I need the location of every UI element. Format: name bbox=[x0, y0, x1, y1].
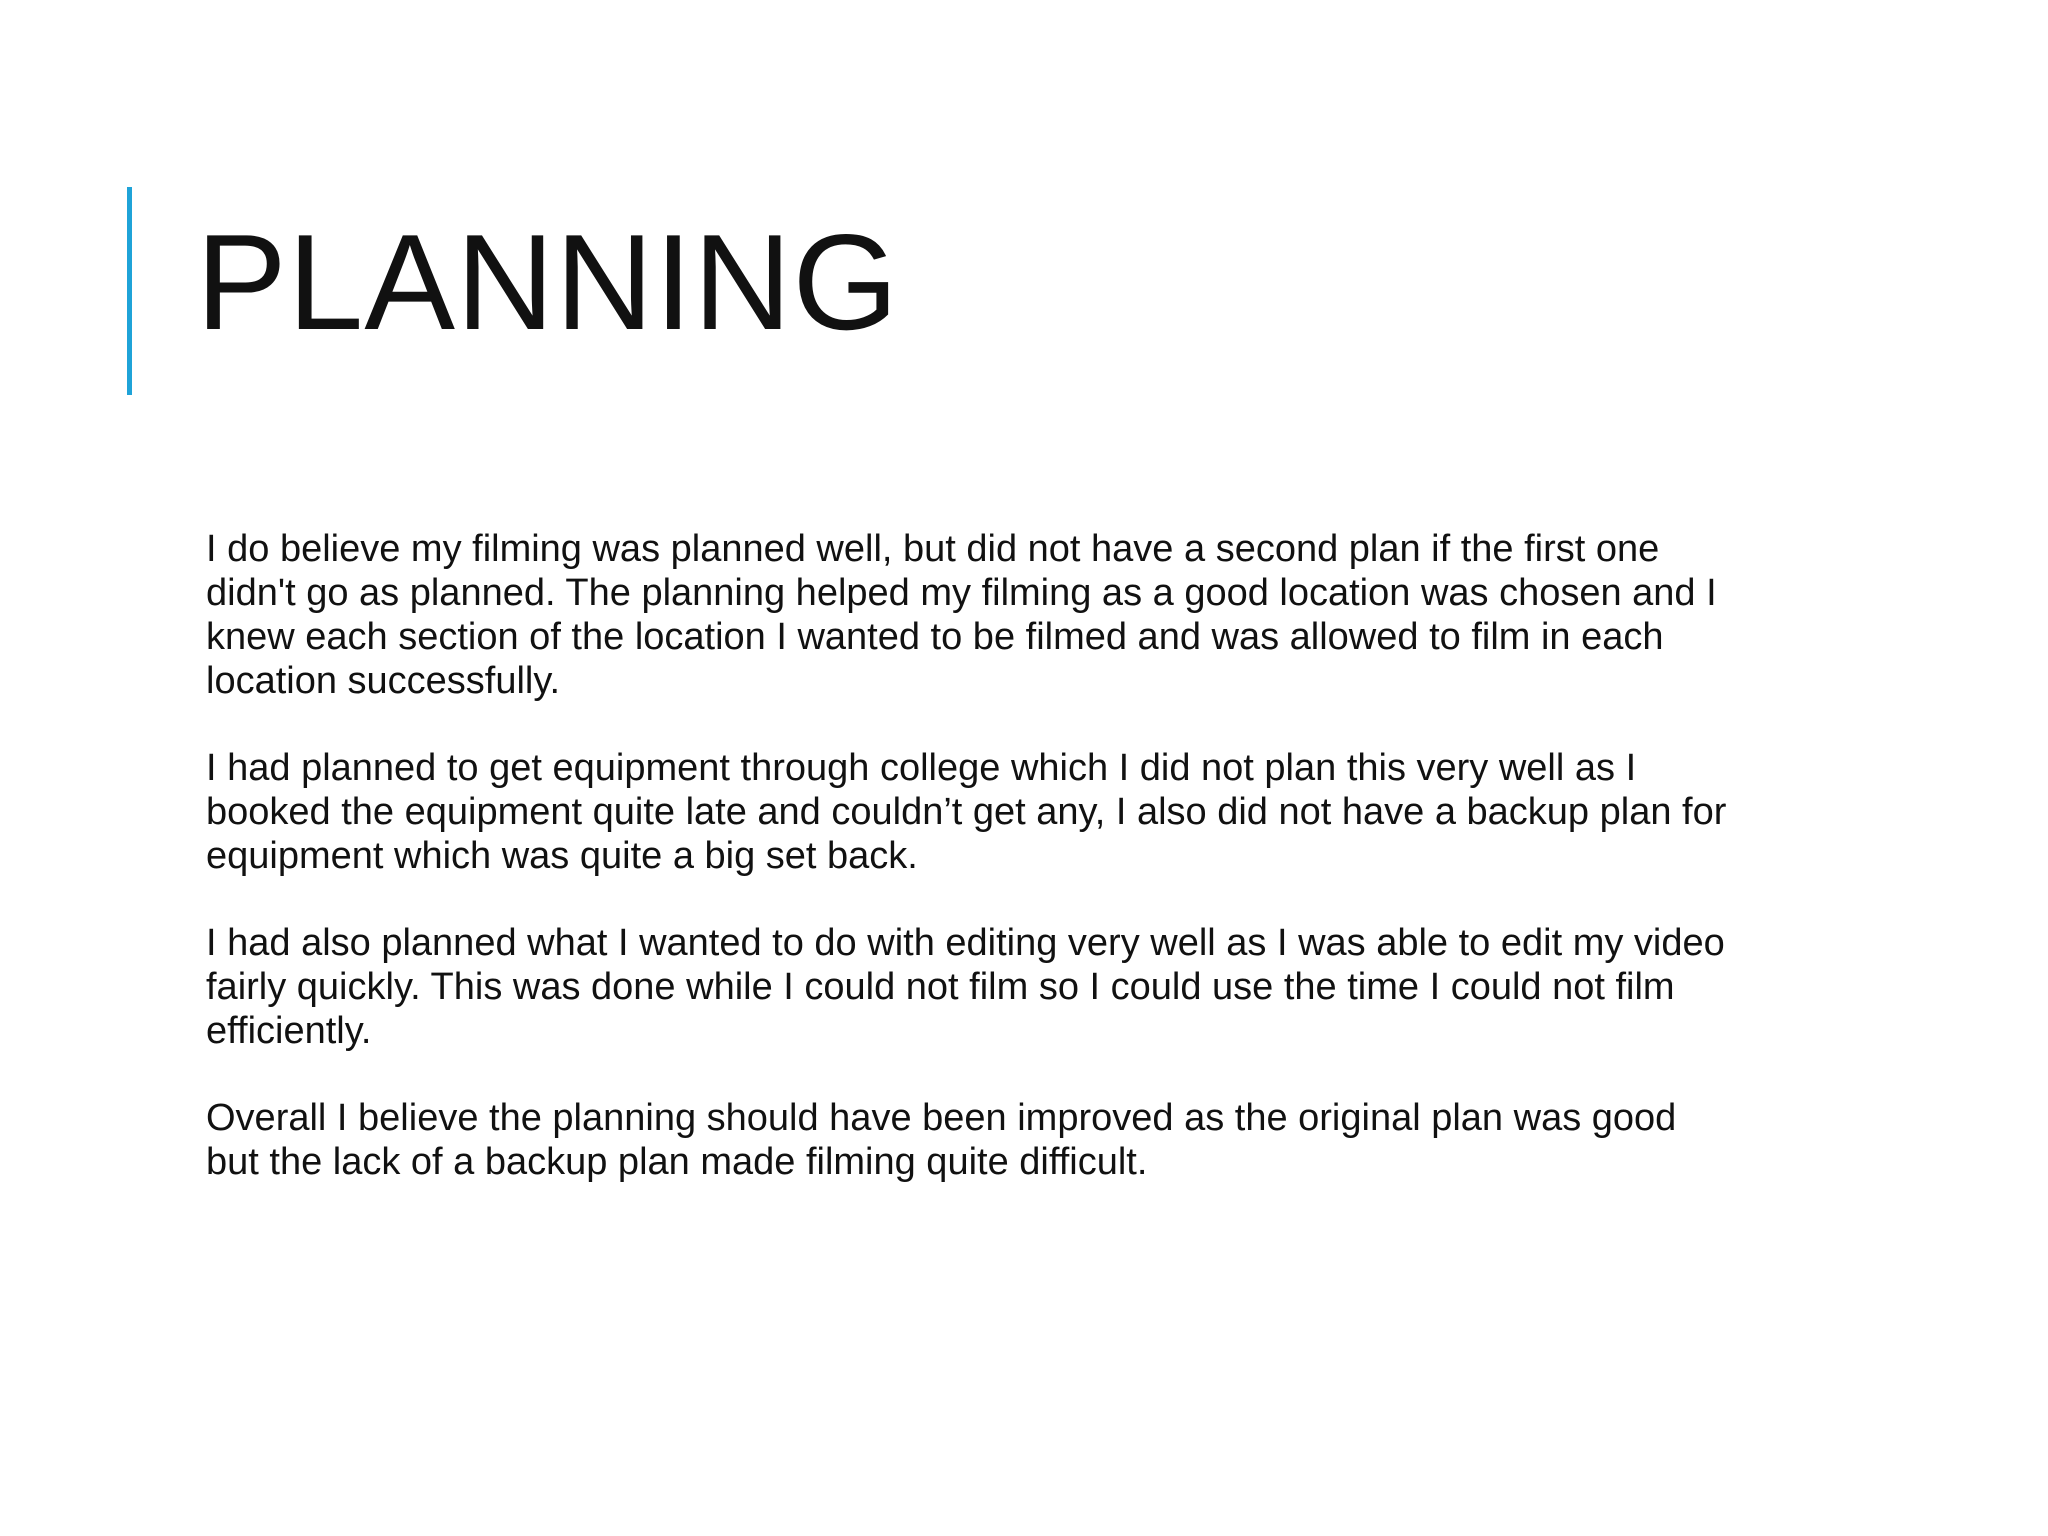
title-accent-bar bbox=[127, 187, 132, 395]
body-paragraph: Overall I believe the planning should have been improved as the original plan was good but the lack of a backup plan made filming quite difficult. bbox=[206, 1097, 1677, 1183]
body-paragraph: I had planned to get equipment through college which I did not plan this very well as I booked the equipment quite late and couldn’t get any, I also did not have a backup plan for equipment which was quite a big set back. bbox=[206, 747, 1727, 877]
slide-title: PLANNING bbox=[196, 206, 900, 358]
body-paragraph: I had also planned what I wanted to do with editing very well as I was able to edit my video fairly quickly. This was done while I could not film so I could use the time I could not film efficiently. bbox=[206, 922, 1725, 1052]
body-paragraph: I do believe my filming was planned well, but did not have a second plan if the first one didn't go as planned. The planning helped my filming as a good location was chosen and I knew each section of the location I wanted to be filmed and was allowed to film in each location successfully. bbox=[206, 528, 1717, 702]
slide-body bbox=[206, 527, 1846, 1227]
